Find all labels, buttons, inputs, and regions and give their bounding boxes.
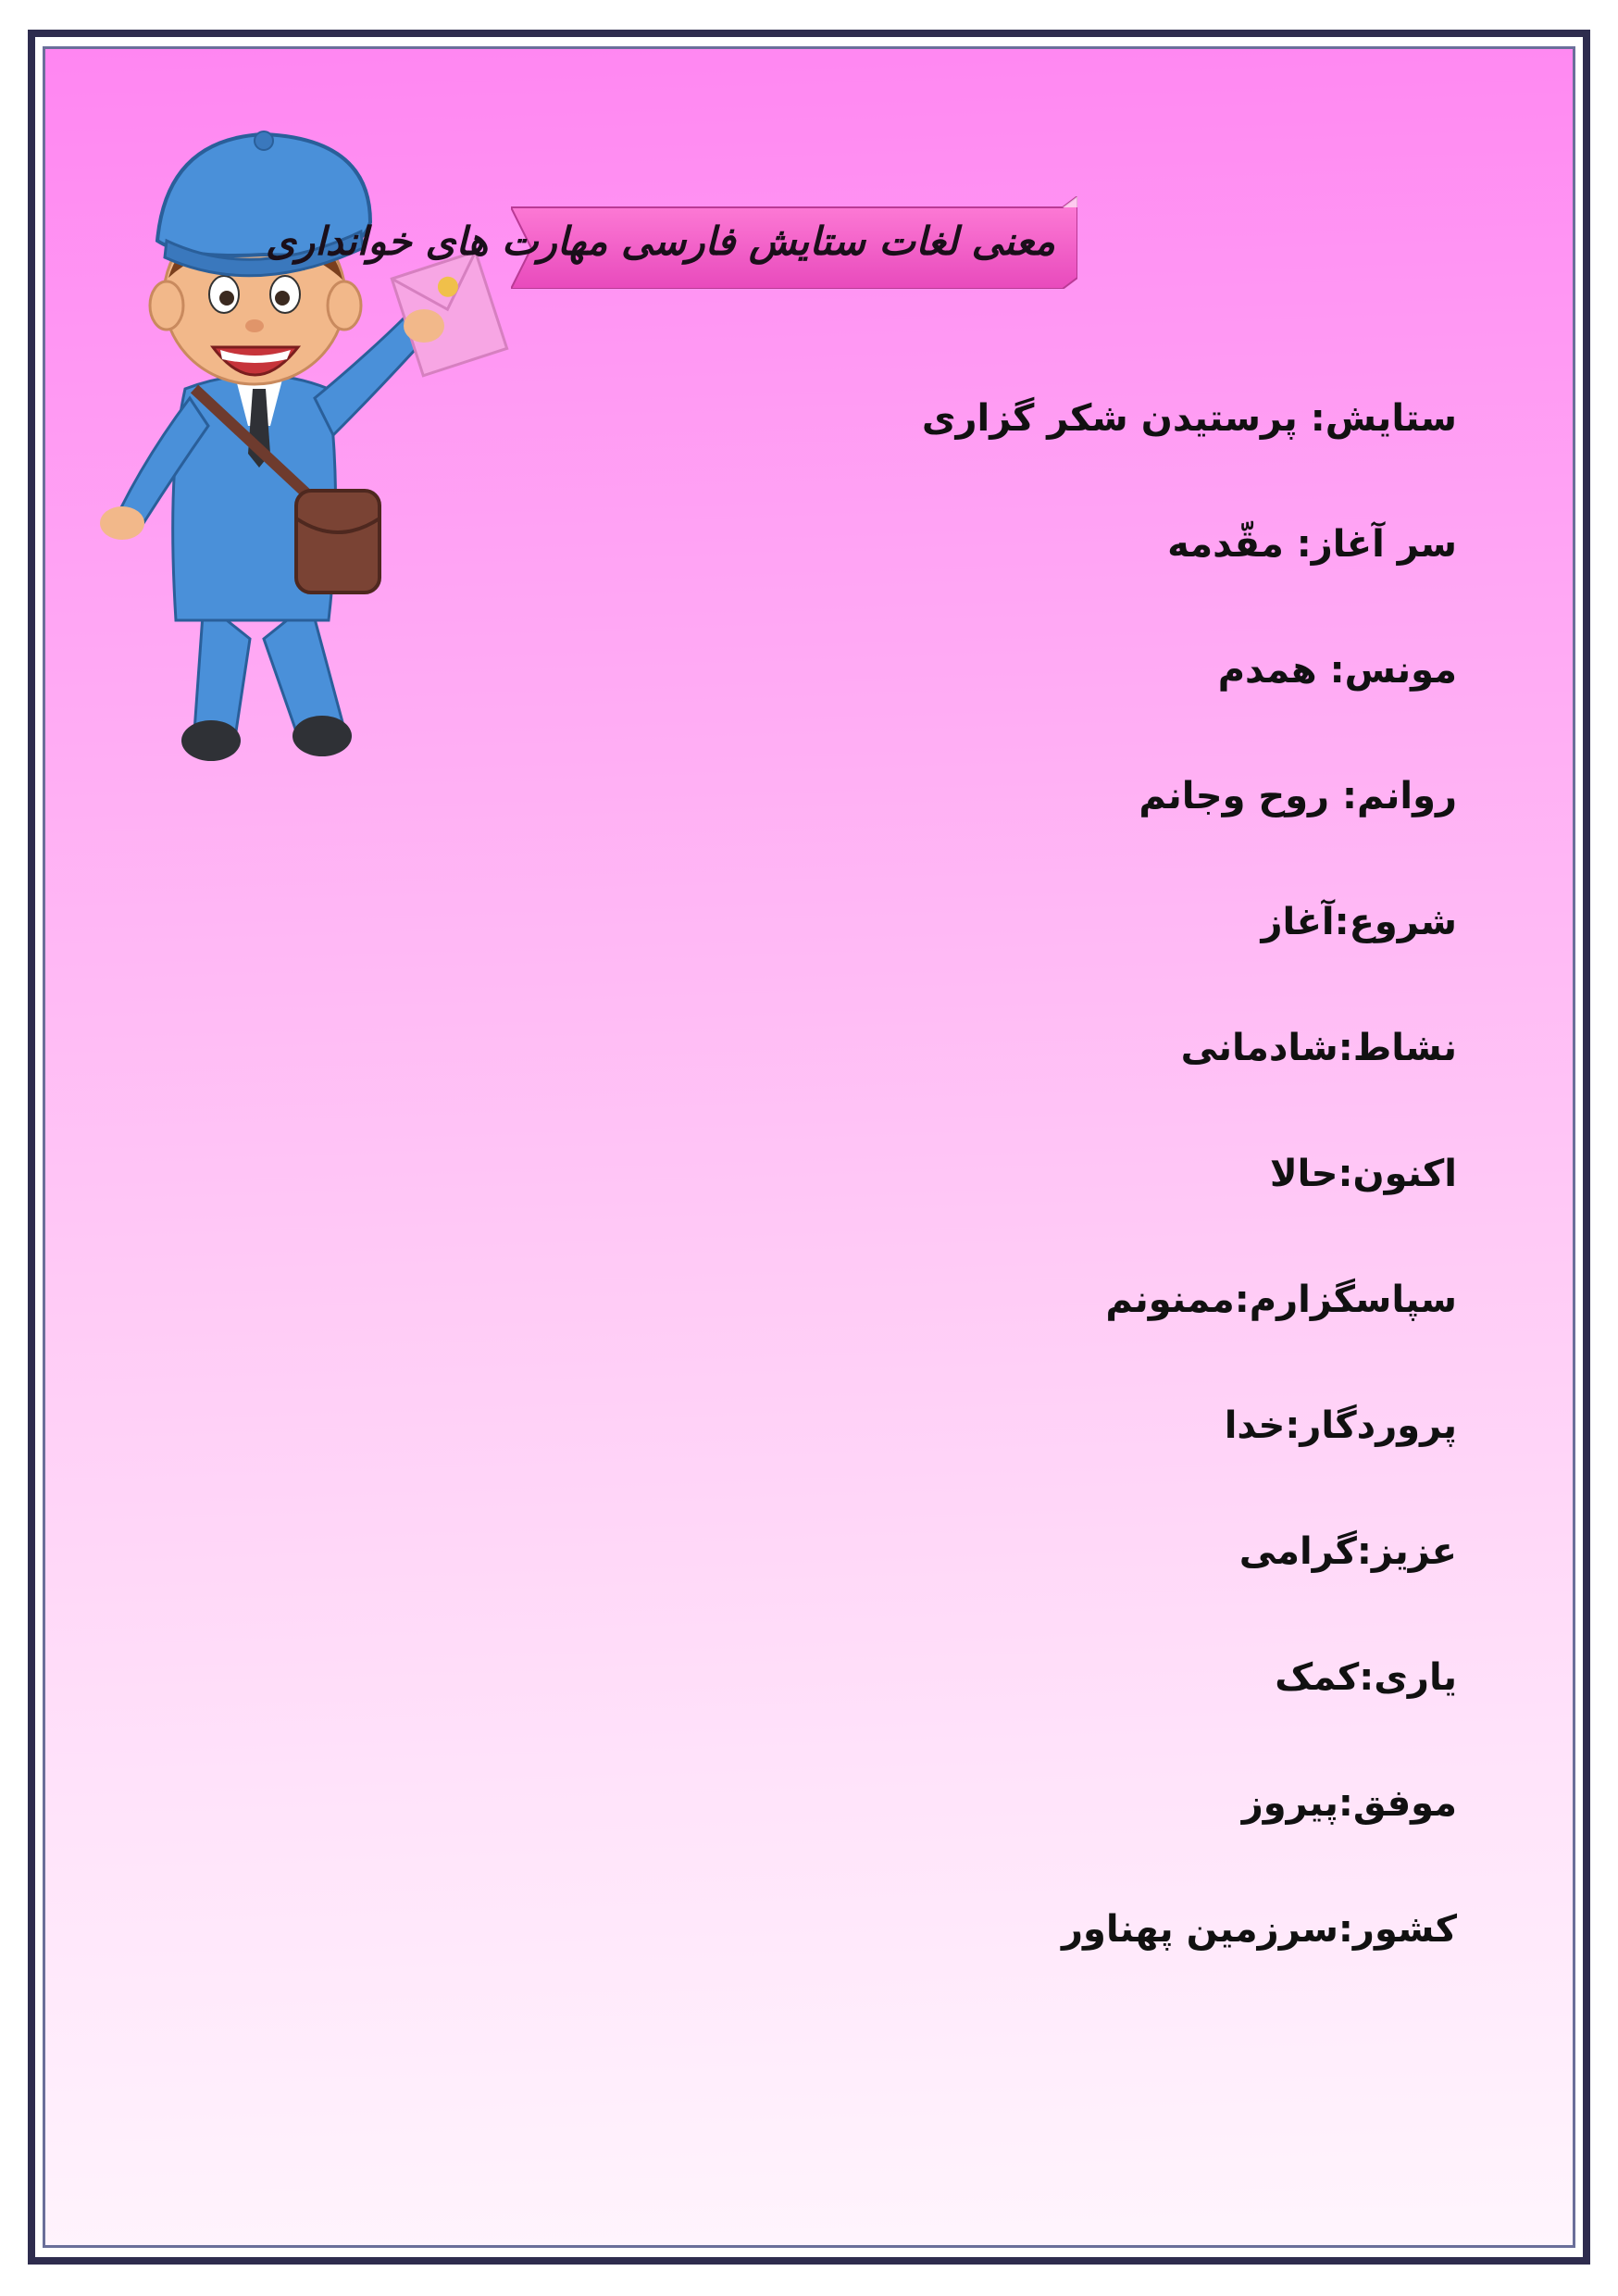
- vocab-item: موفق:پیروز: [1241, 1782, 1457, 1825]
- vocabulary-list: [753, 389, 1457, 2026]
- vocab-item: سپاسگزارم:ممنونم: [1105, 1279, 1457, 1321]
- nose: [245, 319, 264, 332]
- right-ear: [328, 281, 361, 330]
- vocab-item: سر آغاز: مقّدمه: [1167, 523, 1457, 566]
- mailman-boy-illustration: [65, 83, 509, 787]
- vocab-item: مونس: همدم: [1217, 649, 1457, 692]
- right-shoe: [292, 716, 352, 756]
- vocab-item: کشور:سرزمین پهناور: [1062, 1908, 1457, 1951]
- mail-bag: [296, 491, 380, 593]
- left-shoe: [181, 720, 241, 761]
- vocab-item: عزیز:گرامی: [1238, 1530, 1457, 1573]
- left-hand: [100, 506, 144, 540]
- vocab-item: روانم: روح وجانم: [1139, 775, 1457, 817]
- vocab-item: یاری:کمک: [1275, 1656, 1457, 1699]
- cap-button: [255, 131, 273, 150]
- vocab-item: اکنون:حالا: [1269, 1153, 1457, 1195]
- title-banner: [265, 196, 1077, 289]
- left-ear: [150, 281, 183, 330]
- right-hand: [404, 309, 444, 343]
- vocab-item: ستایش: پرستیدن شکر گزاری: [921, 397, 1457, 440]
- vocab-item: نشاط:شادمانی: [1180, 1027, 1457, 1069]
- page-title: معنی لغات ستایش فارسی مهارت های خوانداری: [265, 218, 1055, 264]
- vocab-item: شروع:آغاز: [1261, 901, 1457, 943]
- vocab-item: پروردگار:خدا: [1224, 1404, 1457, 1447]
